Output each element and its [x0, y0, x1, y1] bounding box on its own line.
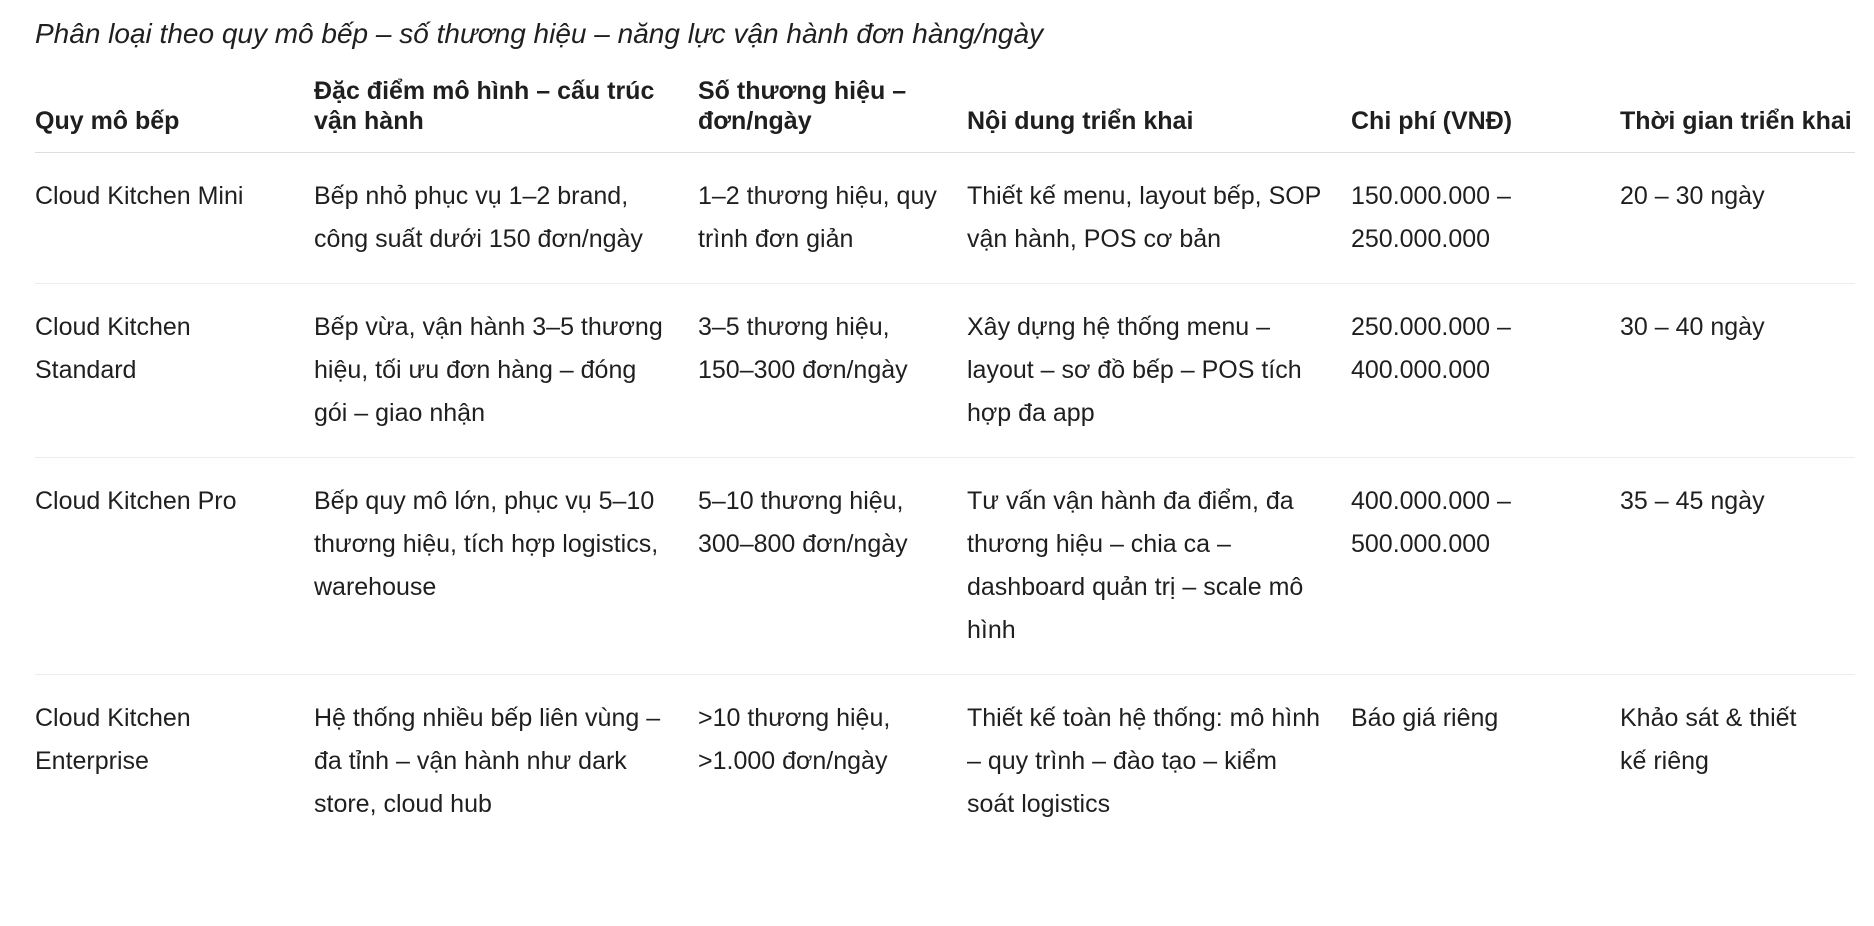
header-row — [35, 76, 1855, 153]
cell-duration: 35 – 45 ngày — [1620, 458, 1855, 675]
table-caption: Phân loại theo quy mô bếp – số thương hiệu – năng lực vận hành đơn hàng/ngày — [35, 18, 1044, 49]
table-header — [35, 76, 1855, 153]
cell-cost: 150.000.000 – 250.000.000 — [1351, 153, 1620, 284]
cell-duration: 30 – 40 ngày — [1620, 284, 1855, 458]
cell-brands-orders: 1–2 thương hiệu, quy trình đơn giản — [698, 153, 967, 284]
table-row — [35, 153, 1855, 284]
header-duration: Thời gian triển khai — [1620, 76, 1855, 153]
cell-model: Hệ thống nhiều bếp liên vùng – đa tỉnh – vận hành như dark store, cloud hub — [314, 704, 661, 818]
cell-content: Tư vấn vận hành đa điểm, đa thương hiệu – chia ca – dashboard quản trị – scale mô hình — [967, 458, 1351, 675]
header-model: Đặc điểm mô hình – cấu trúc vận hành — [314, 76, 698, 153]
cell-content: Thiết kế toàn hệ thống: mô hình – quy trình – đào tạo – kiểm soát logistics — [967, 704, 1321, 818]
table-row — [35, 458, 1855, 675]
cell-scale: Cloud Kitchen Mini — [35, 153, 314, 284]
cell-model: Bếp nhỏ phục vụ 1–2 brand, công suất dưới 150 đơn/ngày — [314, 153, 698, 284]
cell-brands-orders: 3–5 thương hiệu, 150–300 đơn/ngày — [698, 284, 967, 458]
cell-model: Bếp quy mô lớn, phục vụ 5–10 thương hiệu, tích hợp logistics, warehouse — [314, 458, 698, 675]
cell-cost: 250.000.000 – 400.000.000 — [1351, 284, 1620, 458]
cell-model: Bếp vừa, vận hành 3–5 thương hiệu, tối ưu đơn hàng – đóng gói – giao nhận — [314, 284, 698, 458]
cell-cost: Báo giá riêng — [1351, 704, 1499, 732]
table-row — [35, 284, 1855, 458]
header-cost: Chi phí (VNĐ) — [1351, 76, 1620, 153]
pricing-table — [35, 76, 1855, 848]
cell-brands-orders: >10 thương hiệu, >1.000 đơn/ngày — [698, 704, 891, 775]
cell-scale: Cloud Kitchen Standard — [35, 284, 314, 458]
table-row — [35, 675, 1855, 849]
header-content: Nội dung triển khai — [967, 76, 1351, 153]
table-body — [35, 153, 1855, 849]
cell-content: Xây dựng hệ thống menu – layout – sơ đồ bếp – POS tích hợp đa app — [967, 284, 1351, 458]
cell-scale: Cloud Kitchen Enterprise — [35, 704, 191, 775]
cell-cost: 400.000.000 – 500.000.000 — [1351, 458, 1620, 675]
cell-duration: Khảo sát & thiết kế riêng — [1620, 704, 1797, 775]
cell-brands-orders: 5–10 thương hiệu, 300–800 đơn/ngày — [698, 458, 967, 675]
header-brands-orders: Số thương hiệu – đơn/ngày — [698, 76, 967, 153]
cell-content: Thiết kế menu, layout bếp, SOP vận hành, POS cơ bản — [967, 153, 1351, 284]
cell-scale: Cloud Kitchen Pro — [35, 458, 314, 675]
cell-duration: 20 – 30 ngày — [1620, 153, 1855, 284]
header-scale: Quy mô bếp — [35, 76, 314, 153]
